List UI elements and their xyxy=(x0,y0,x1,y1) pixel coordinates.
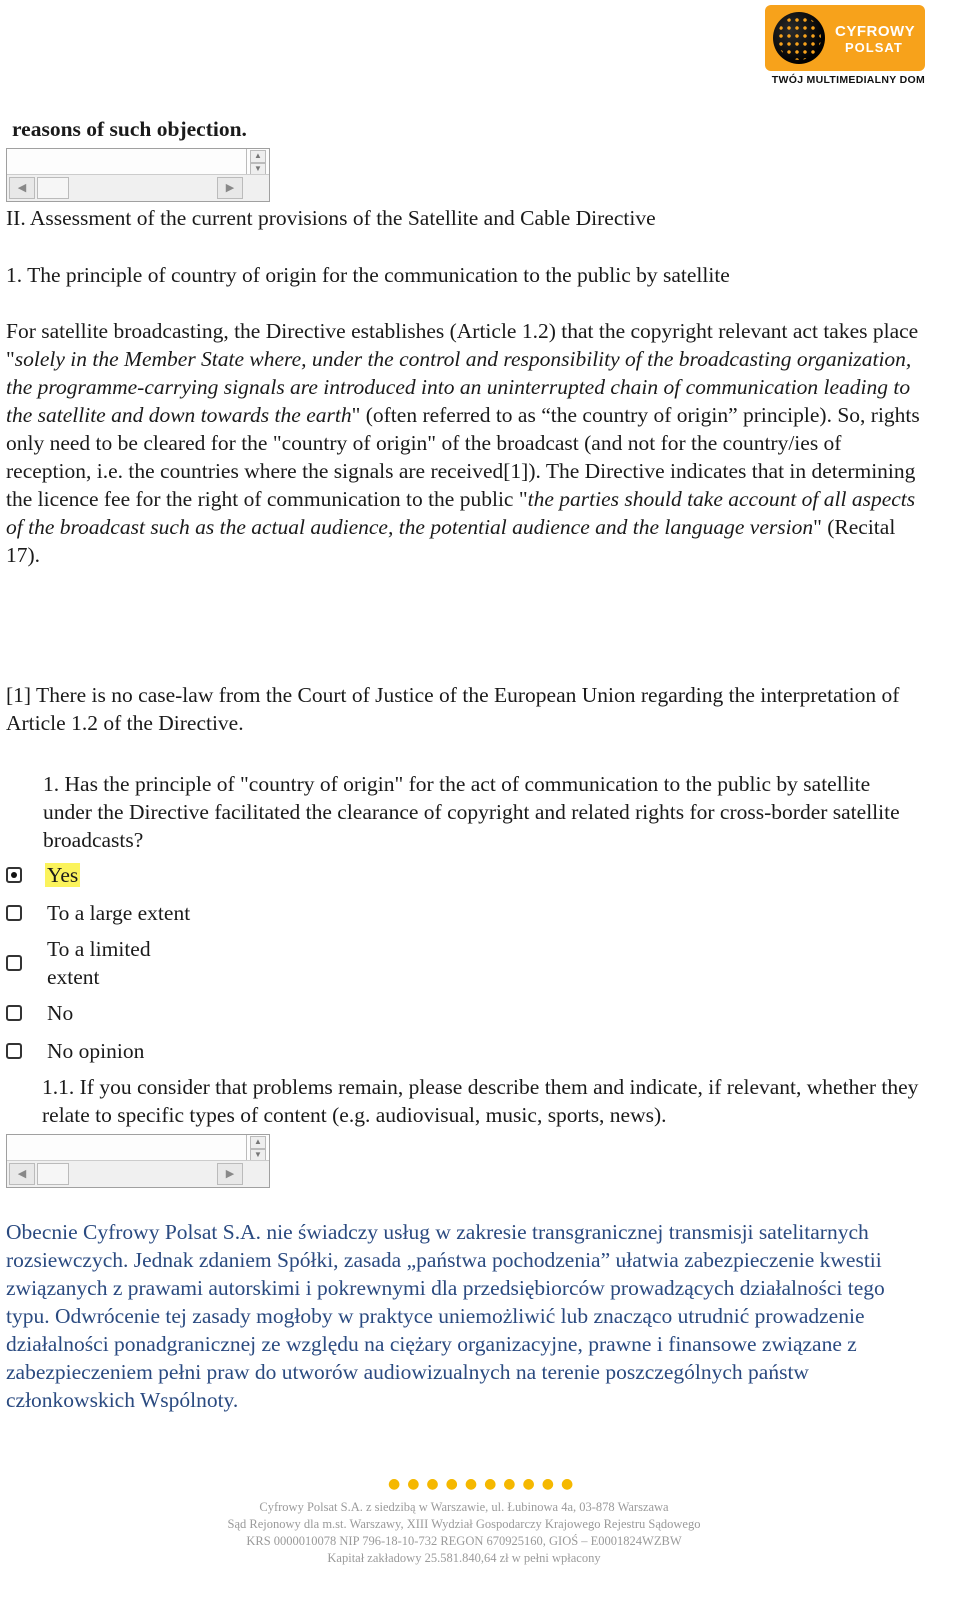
radio-limited-extent[interactable] xyxy=(6,955,22,971)
option-label-no-opinion: No opinion xyxy=(47,1039,145,1063)
subsection-heading: 1. The principle of country of origin for the communication to the public by satellite xyxy=(6,263,730,287)
globe-icon xyxy=(773,12,825,64)
option-label-yes xyxy=(47,861,80,889)
section-heading: II. Assessment of the current provisions of the Satellite and Cable Directive xyxy=(6,206,656,230)
previous-question-tail: reasons of such objection. xyxy=(12,117,247,141)
footer-line-court: Sąd Rejonowy dla m.st. Warszawy, XIII Wydział Gospodarczy Krajowego Rejestru Sądowego xyxy=(227,1517,701,1531)
para-text-2: " (often referred to as “the country of origin” principle). So, rights only need to be cleared for the "country of origin" of the broadcast (and not for the country/ies of reception, i.e. the countries where the signals are received[1]). The Directive indicates that in determining the licence fee for the right of communication to the public " xyxy=(6,403,920,511)
textarea-horizontal-scrollbar[interactable] xyxy=(7,174,269,201)
subquestion-text: 1.1. If you consider that problems remain, please describe them and indicate, if relevant, whether they relate to specific types of content (e.g. audiovisual, music, sports, news). xyxy=(42,1075,919,1127)
radio-no[interactable] xyxy=(6,1005,22,1021)
logo-badge xyxy=(765,5,925,71)
answer-textarea-1[interactable] xyxy=(6,148,270,202)
para-quote-2: the parties should take account of all aspects of the broadcast such as the actual audience, the potential audience and the language version xyxy=(6,487,916,539)
option-label-no: No xyxy=(47,1001,74,1025)
para-text-1: For satellite broadcasting, the Directive establishes (Article 1.2) that the copyright relevant act takes place " xyxy=(6,319,919,371)
option-label-large-extent: To a large extent xyxy=(47,901,191,925)
intro-paragraph xyxy=(6,317,928,569)
scroll-up-arrow-icon[interactable]: ▲ xyxy=(250,1136,266,1149)
footer-line-capital: Kapitał zakładowy 25.581.840,64 zł w pełni wpłacony xyxy=(327,1551,601,1565)
para-text-3: " (Recital 17). xyxy=(6,515,896,567)
para-quote-1: solely in the Member State where, under the control and responsibility of the broadcasting organization, the programme-carrying signals are introduced into an uninterrupted chain of communication leading to the satellite and down towards the earth xyxy=(6,347,912,427)
response-text: Obecnie Cyfrowy Polsat S.A. nie świadczy usług w zakresie transgranicznej transmisji satelitarnych rozsiewczych. Jednak zdaniem Spółki, zasada „państwa pochodzenia” ułatwia zabezpieczenie kwestii związanych z prawami autorskimi i pokrewnymi dla przedsiębiorców prowadzących działalności tego typu. Odwrócenie tej zasady mogłoby w praktyce uniemożliwić lub znacząco utrudnić prowadzenie działalności ponadgranicznej ze względu na ciężary organizacyjne, prawne i finansowe związane z zabezpieczeniem pełni praw do utworów audiowizualnych na terenie poszczególnych państw członkowskich Wspólnoty. xyxy=(6,1220,885,1412)
scroll-down-arrow-icon[interactable]: ▼ xyxy=(250,1149,266,1162)
question-text: 1. Has the principle of "country of origin" for the act of communication to the public by satellite under the Directive facilitated the clearance of copyright and related rights for cross-border satellite broadcasts? xyxy=(43,772,900,852)
scroll-up-arrow-icon[interactable]: ▲ xyxy=(250,150,266,163)
textarea-vertical-scrollbar[interactable] xyxy=(246,149,269,177)
radio-large-extent[interactable] xyxy=(6,905,22,921)
logo-brand-line2: POLSAT xyxy=(845,40,903,55)
footnote: [1] There is no case-law from the Court of Justice of the European Union regarding the interpretation of Article 1.2 of the Directive. xyxy=(6,683,900,735)
radio-no-opinion[interactable] xyxy=(6,1043,22,1059)
footer-line-address: Cyfrowy Polsat S.A. z siedzibą w Warszawie, ul. Łubinowa 4a, 03-878 Warszawa xyxy=(259,1500,669,1514)
scroll-left-arrow-icon[interactable]: ◀ xyxy=(9,177,35,199)
scroll-left-arrow-icon[interactable]: ◀ xyxy=(9,1163,35,1185)
footer-dots: ●●●●●●●●●● xyxy=(388,1476,581,1492)
scroll-right-arrow-icon[interactable]: ▶ xyxy=(217,1163,243,1185)
footer-line-registry: KRS 0000010078 NIP 796-18-10-732 REGON 670925160, GIOŚ – E0001824WZBW xyxy=(246,1534,682,1548)
answer-textarea-2[interactable] xyxy=(6,1134,270,1188)
scroll-thumb[interactable] xyxy=(37,1163,69,1185)
scroll-down-arrow-icon[interactable]: ▼ xyxy=(250,163,266,176)
option-label-yes-text: Yes xyxy=(47,863,79,887)
radio-yes[interactable] xyxy=(6,867,22,883)
logo-tagline: TWÓJ MULTIMEDIALNY DOM xyxy=(771,74,925,86)
company-logo xyxy=(755,5,930,87)
scroll-thumb[interactable] xyxy=(37,177,69,199)
textarea-vertical-scrollbar[interactable] xyxy=(246,1135,269,1163)
option-label-limited-extent: To a limited extent xyxy=(47,937,151,989)
logo-brand-line1: CYFROWY xyxy=(835,23,916,40)
company-footer xyxy=(0,1499,928,1567)
textarea-horizontal-scrollbar[interactable] xyxy=(7,1160,269,1187)
scroll-right-arrow-icon[interactable]: ▶ xyxy=(217,177,243,199)
